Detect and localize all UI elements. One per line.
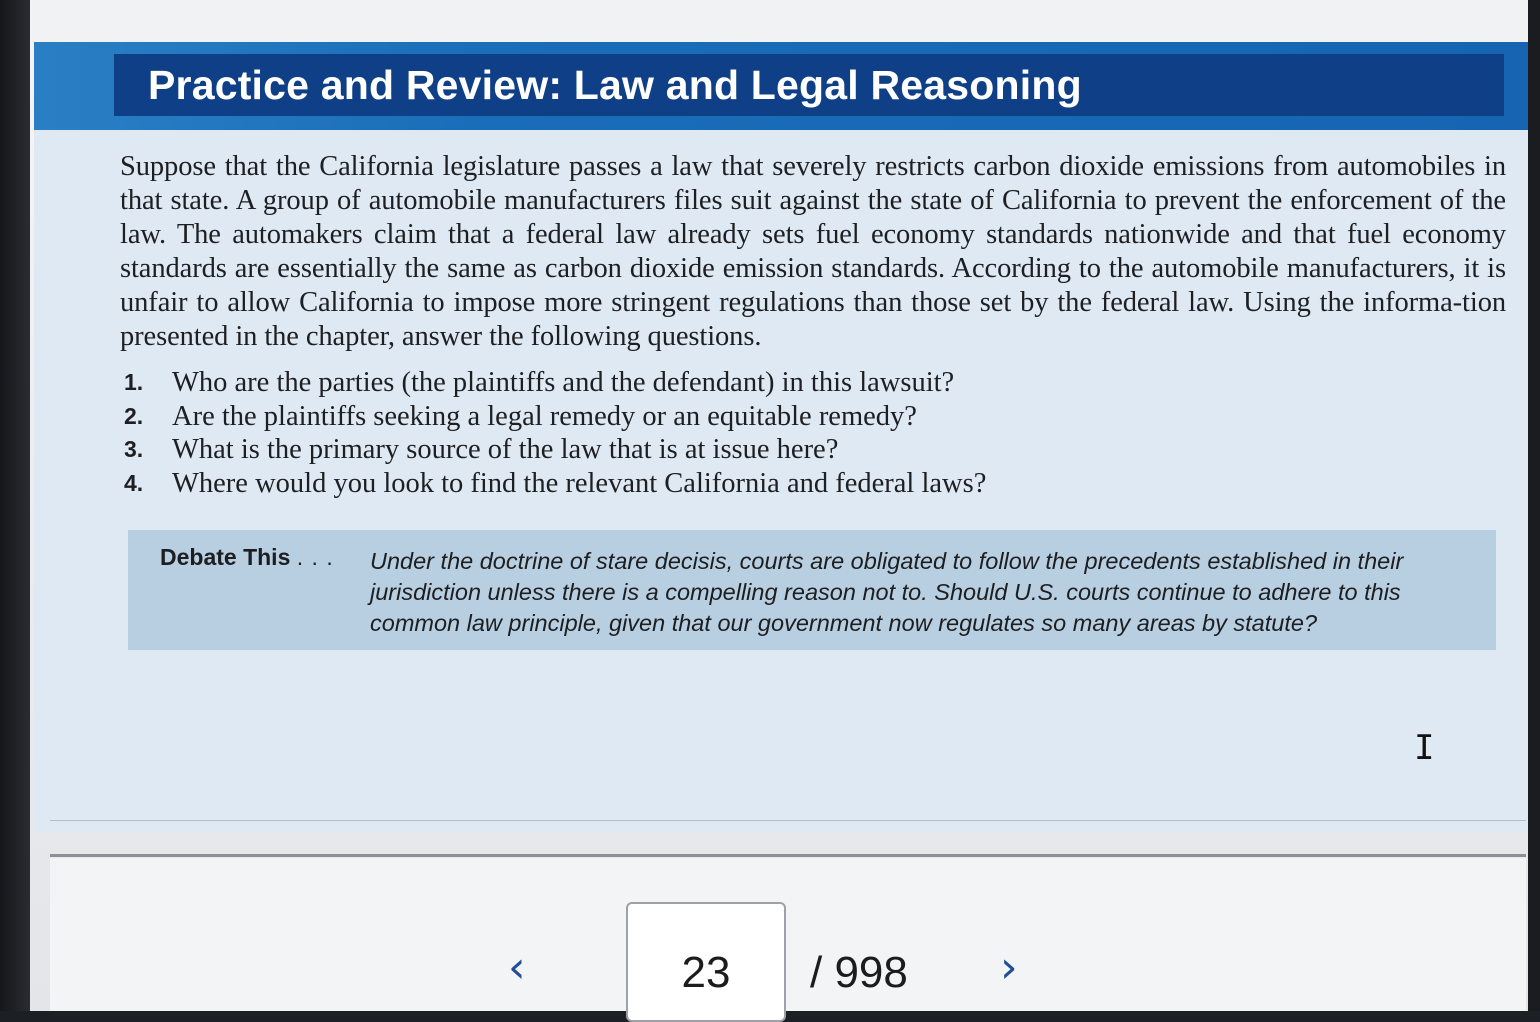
debate-this-box [128, 530, 1496, 650]
text-cursor-icon: I [1414, 728, 1435, 768]
debate-label [128, 530, 340, 650]
list-item [120, 467, 1506, 501]
chevron-left-icon[interactable]: ‹ [508, 942, 526, 993]
exercise-content [120, 150, 1506, 500]
section-title: Practice and Review: Law and Legal Reasoning [148, 61, 1082, 108]
chevron-right-icon[interactable]: › [1000, 942, 1018, 993]
list-item [120, 366, 1506, 400]
page-total: / 998 [810, 948, 908, 997]
debate-label-dots: . . . [296, 544, 334, 570]
section-title-box [114, 54, 1504, 116]
page-divider [50, 820, 1526, 821]
list-item [120, 433, 1506, 467]
reader-viewport [30, 0, 1528, 1011]
question-number: 2. [124, 402, 144, 429]
question-text: What is the primary source of the law that is at issue here? [172, 434, 839, 465]
question-number: 3. [124, 436, 144, 462]
book-page [34, 42, 1528, 832]
section-header-band [34, 42, 1528, 130]
previous-page-edge [30, 0, 1528, 42]
toolbar-divider [50, 854, 1526, 857]
question-number: 1. [124, 369, 144, 395]
question-text: Where would you look to find the relevant California and federal laws? [172, 467, 987, 499]
screen-bezel-left [0, 0, 32, 1011]
question-number: 4. [124, 469, 144, 496]
question-text: Who are the parties (the plaintiffs and the defendant) in this lawsuit? [172, 367, 955, 398]
scenario-paragraph: Suppose that the California legislature passes a law that severely restricts carbon dioxide emissions from automobiles in that state. A group of automobile manufacturers files suit against the state of California to prevent the enforcement of the law. The automakers claim that a federal law already sets fuel economy standards nationwide and that fuel economy standards are essentially the same as carbon dioxide emission standards. According to the automobile manufacturers, it is unfair to allow California to impose more stringent regulations than those set by the federal law. Using the informa-tion presented in the chapter, answer the following questions. [120, 151, 1506, 352]
page-navigation-bar [50, 858, 1526, 1011]
list-item [120, 400, 1506, 434]
question-text: Are the plaintiffs seeking a legal remedy or an equitable remedy? [172, 400, 917, 432]
screen-bezel-right [1526, 0, 1540, 1011]
debate-question: Under the doctrine of stare decisis, courts are obligated to follow the precedents established in their jurisdiction unless there is a compelling reason not to. Should U.S. courts continue to adhere to this common law principle, given that our government now regulates so many areas by statute? [370, 548, 1404, 636]
page-number-input[interactable]: 23 [626, 902, 786, 1022]
question-list [120, 366, 1506, 500]
debate-label-text: Debate This [160, 544, 291, 570]
